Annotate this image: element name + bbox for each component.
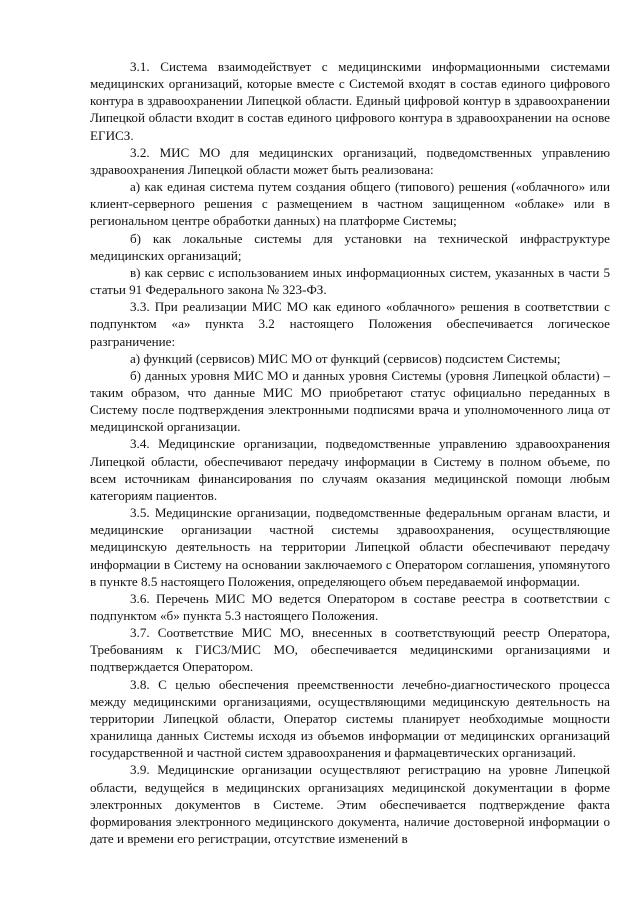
paragraph-3-5: 3.5. Медицинские организации, подведомственные федеральным органам власти, и медицинские организации частной системы здравоохранения, осуществляющие медицинскую деятельность на территории Липецкой области обеспечивают передачу информации в Систему на основании заключаемого с Оператором соглашения, упомянутого в пункте 8.5 настоящего Положения, определяющего объем передаваемой информации. (90, 505, 610, 589)
paragraph-3-9: 3.9. Медицинские организации осуществляют регистрацию на уровне Липецкой области, ведущейся в медицинских организациях медицинской документации в форме электронных документов в Системе. Этим обеспечивается подтверждение факта формирования электронного медицинского документа, наличие достоверной информации о дате и времени его регистрации, отсутствие изменений в (90, 762, 610, 847)
paragraph-3-2: 3.2. МИС МО для медицинских организаций, подведомственных управлению здравоохранения Липецкой области может быть реализована: (90, 144, 610, 177)
paragraph-3-3-a: а) функций (сервисов) МИС МО от функций (сервисов) подсистем Системы; (130, 350, 561, 366)
paragraph-3-7: 3.7. Соответствие МИС МО, внесенных в соответствующий реестр Оператора, Требованиям к ГИСЗ/МИС МО, обеспечивается медицинскими организациями и подтверждается Оператором. (90, 625, 610, 675)
paragraph-3-2-a: а) как единая система путем создания общего (типового) решения («облачного» или клиент-серверного решения с размещением в частном защищенном «облаке» или в региональном центре обработки данных) на платформе Системы; (90, 179, 610, 229)
paragraph-3-8: 3.8. С целью обеспечения преемственности лечебно-диагностического процесса между медицинскими организациями, осуществляющими медицинскую деятельность на территории Липецкой области, Оператор системы планирует необходимые мощности хранилища данных Системы исходя из объемов информации от медицинских организаций государственной и частной систем здравоохранения и фармацевтических организаций. (90, 676, 610, 761)
document-page (90, 58, 610, 847)
paragraph-3-2-b: б) как локальные системы для установки на технической инфраструктуре медицинских организаций; (90, 230, 610, 263)
paragraph-3-2-v: в) как сервис с использованием иных информационных систем, указанных в части 5 статьи 91 Федерального закона № 323-ФЗ. (90, 264, 610, 298)
paragraph-3-6: 3.6. Перечень МИС МО ведется Оператором в составе реестра в соответствии с подпунктом «б» пункта 5.3 настоящего Положения. (90, 590, 610, 623)
paragraph-3-3: 3.3. При реализации МИС МО как единого «облачного» решения в соответствии с подпунктом «а» пункта 3.2 настоящего Положения обеспечивается логическое разграничение: (90, 299, 610, 349)
paragraph-3-3-b: б) данных уровня МИС МО и данных уровня Системы (уровня Липецкой области) – таким образом, что данные МИС МО приобретают статус официально переданных в Систему после подтверждения электронными подписями врача и уполномоченного лица от медицинской организации. (90, 367, 610, 435)
paragraph-3-1: 3.1. Система взаимодействует с медицинскими информационными системами медицинских организаций, которые вместе с Системой входят в состав единого цифрового контура в здравоохранении Липецкой области. Единый цифровой контур в здравоохранении Липецкой области входит в состав единого цифрового контура в здравоохранении на основе ЕГИСЗ. (90, 59, 610, 143)
paragraph-3-4: 3.4. Медицинские организации, подведомственные управлению здравоохранения Липецкой области, обеспечивают передачу информации в Систему в полном объеме, по всем источникам финансирования по случаям оказания медицинской помощи любым категориям пациентов. (90, 436, 610, 503)
